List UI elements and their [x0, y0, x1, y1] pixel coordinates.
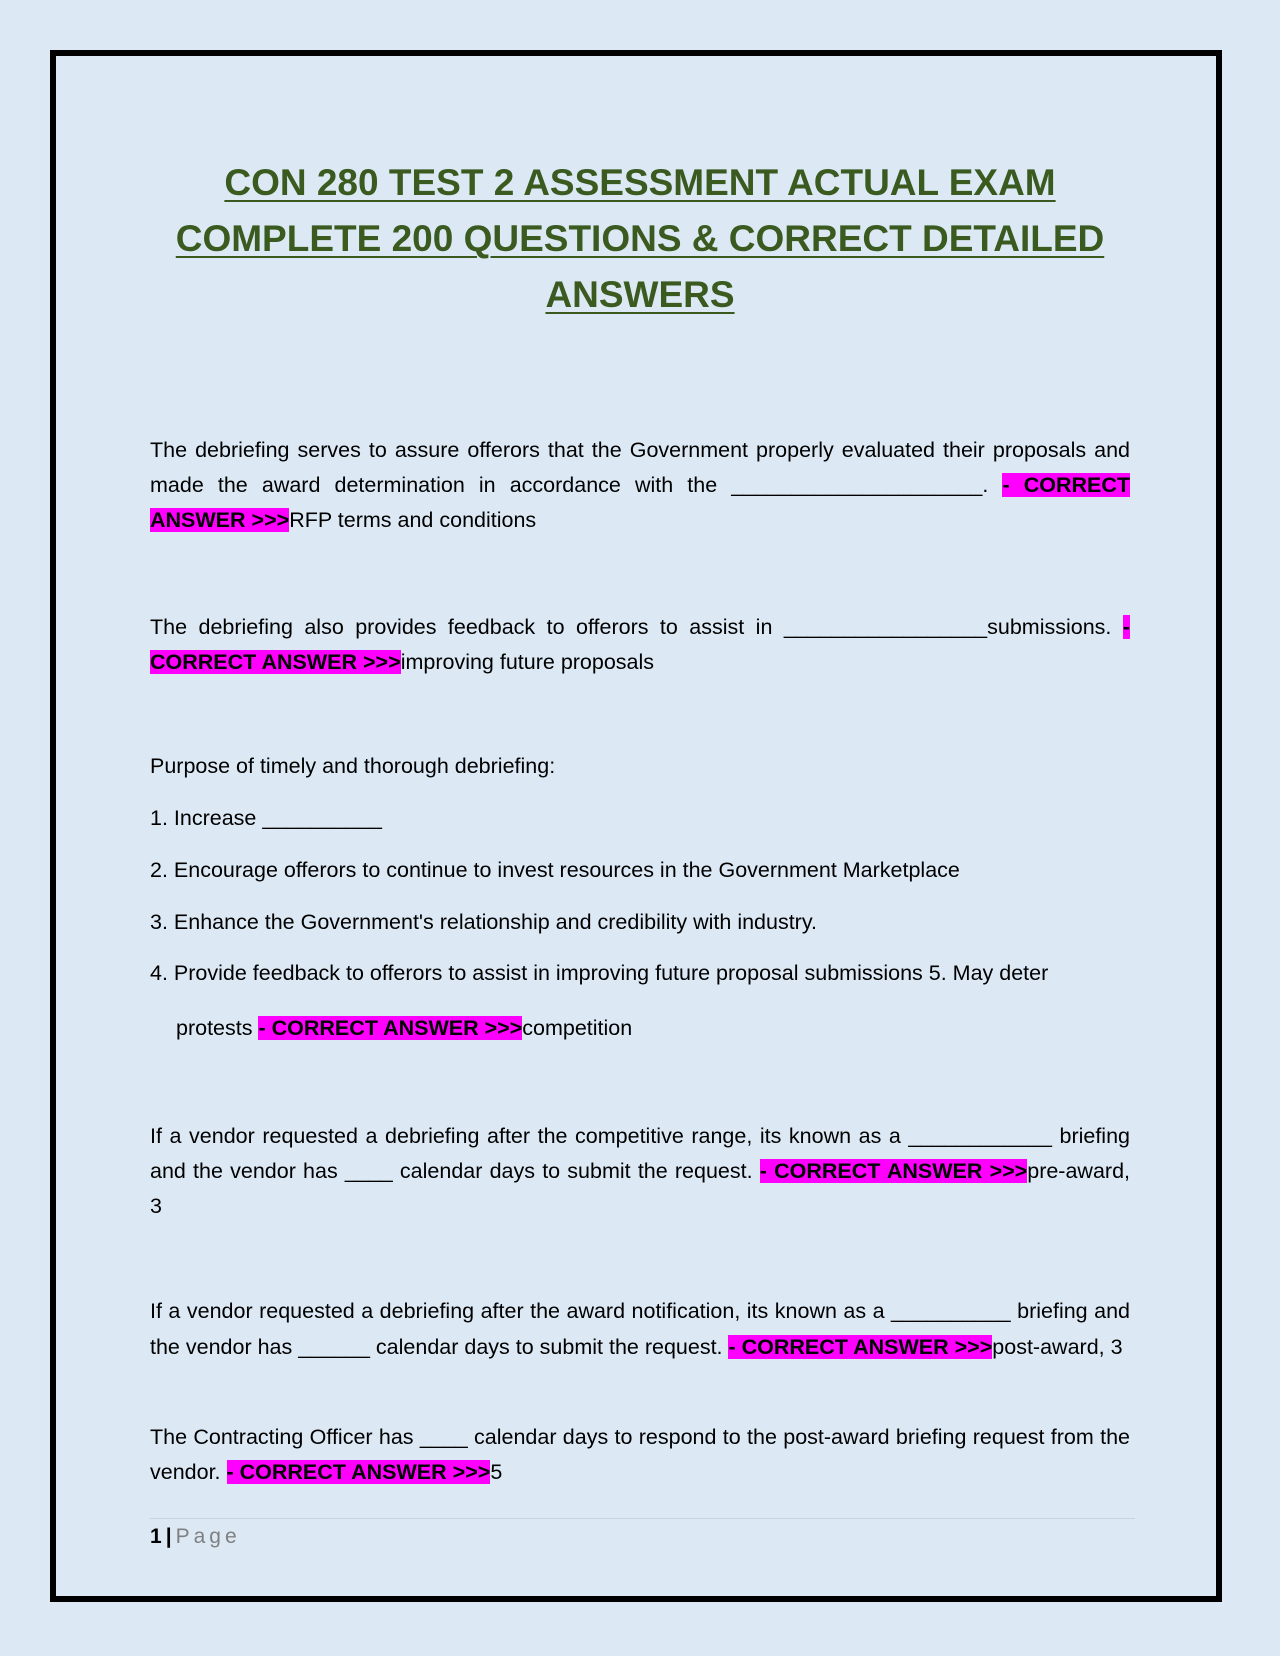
question-2 — [150, 610, 1130, 680]
question-5 — [150, 1293, 1130, 1365]
question-3-answer: competition — [522, 1016, 633, 1040]
question-3-item-4-continued — [150, 1011, 1156, 1046]
question-3-heading: Purpose of timely and thorough debriefing: — [150, 754, 556, 778]
question-1-answer: RFP terms and conditions — [289, 508, 537, 532]
question-1 — [150, 433, 1130, 538]
question-6-answer: 5 — [490, 1460, 503, 1484]
title-line-3: ANSWERS — [545, 274, 735, 315]
document-title — [0, 155, 1280, 323]
question-2-answer: improving future proposals — [400, 650, 655, 674]
question-3-item-2: 2. Encourage offerors to continue to invest resources in the Government Marketplace — [150, 858, 960, 882]
page-number: 1 — [150, 1525, 162, 1548]
question-2-text: The debriefing also provides feedback to offerors to assist in _________________submissions. — [150, 615, 1123, 639]
question-6-text: The Contracting Officer has ____ calendar days to respond to the post-award briefing request from the vendor. — [150, 1425, 1130, 1484]
page-footer — [150, 1520, 241, 1554]
question-3-item-4: 4. Provide feedback to offerors to assist in improving future proposal submissions 5. May deter — [150, 961, 1049, 985]
title-line-1: CON 280 TEST 2 ASSESSMENT ACTUAL EXAM — [224, 162, 1056, 203]
question-5-answer: post-award, 3 — [992, 1335, 1123, 1359]
title-line-2: COMPLETE 200 QUESTIONS & CORRECT DETAILED — [175, 218, 1105, 259]
correct-answer-marker: - CORRECT ANSWER >>> — [728, 1335, 993, 1359]
question-1-text: The debriefing serves to assure offerors that the Government properly evaluated their proposals and made the award determination in accordance with the _____________________. — [150, 438, 1130, 497]
footer-divider — [150, 1518, 1135, 1519]
question-3-item-3: 3. Enhance the Government's relationship and credibility with industry. — [150, 910, 817, 934]
correct-answer-marker: - CORRECT ANSWER >>> — [150, 473, 1131, 532]
question-3-item-4-tail: protests — [176, 1016, 259, 1040]
correct-answer-marker: - CORRECT ANSWER >>> — [258, 1016, 523, 1040]
correct-answer-marker: - CORRECT ANSWER >>> — [759, 1159, 1028, 1183]
question-6 — [150, 1420, 1130, 1490]
correct-answer-marker: - CORRECT ANSWER >>> — [150, 615, 1130, 674]
question-3-item-1: 1. Increase __________ — [150, 806, 382, 830]
correct-answer-marker: - CORRECT ANSWER >>> — [226, 1460, 491, 1484]
question-4-answer: pre-award, 3 — [150, 1159, 1130, 1218]
footer-separator: | — [165, 1525, 172, 1548]
question-4-text: If a vendor requested a debriefing after the competitive range, its known as a ____________ briefing and the vendor has ____ calendar days to submit the request. — [150, 1124, 1130, 1183]
page-label: Page — [175, 1525, 241, 1548]
question-4 — [150, 1119, 1130, 1224]
question-5-text: If a vendor requested a debriefing after the award notification, its known as a __________ briefing and the vendor has ______ calendar days to submit the request. — [150, 1299, 1130, 1359]
